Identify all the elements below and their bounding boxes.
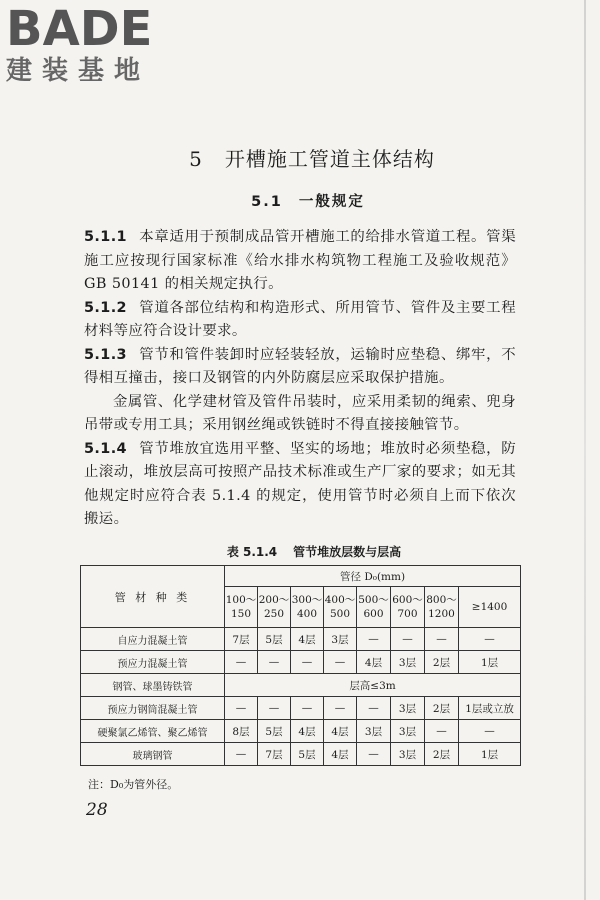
table-cell: —: [357, 743, 391, 766]
table-cell: —: [459, 720, 521, 743]
diameter-range-start: 100～: [225, 594, 257, 606]
diameter-range-end: 400: [296, 608, 318, 620]
diameter-range-start: 800～: [426, 594, 457, 606]
table-cell: —: [258, 651, 291, 674]
pipe-type-cell: 硬聚氯乙烯管、聚乙烯管: [81, 720, 225, 743]
pipe-type-cell: 玻璃钢管: [81, 743, 225, 766]
table-cell: —: [425, 628, 459, 651]
diameter-range-start: 600～: [392, 594, 423, 606]
diameter-group-header: 管径 D₀(mm): [225, 566, 521, 587]
paragraph-text: 金属管、化学建材管及管件吊装时，应采用柔韧的绳索、兜身吊带或专用工具；采用钢丝绳或铁链时不得直接接触管节。: [84, 393, 516, 433]
body-text: [84, 226, 516, 532]
clause-number: 5.1.3: [84, 346, 127, 363]
merged-value-cell: 层高≤3m: [225, 674, 521, 697]
diameter-range-start: 500～: [358, 594, 389, 606]
table-body: [81, 628, 521, 766]
diameter-range-end: 700: [397, 608, 418, 620]
table-row: [81, 720, 521, 743]
table-cell: —: [225, 697, 258, 720]
diameter-range-start: 400～: [324, 594, 356, 606]
table-cell: 5层: [291, 743, 324, 766]
table-cell: —: [225, 743, 258, 766]
section-title: [16, 190, 600, 211]
diameter-header-cell: [425, 587, 459, 628]
table-cell: 3层: [324, 628, 357, 651]
chapter-title-text: 开槽施工管道主体结构: [224, 147, 435, 171]
table-cell: 4层: [324, 720, 357, 743]
page-edge: [584, 0, 586, 900]
table-cell: —: [324, 697, 357, 720]
chapter-number: 5: [189, 147, 203, 171]
pipe-type-cell: 自应力混凝土管: [81, 628, 225, 651]
paragraph: [84, 344, 516, 391]
table-cell: —: [459, 628, 521, 651]
table-cell: —: [291, 651, 324, 674]
table-cell: —: [357, 697, 391, 720]
diameter-header-cell: [459, 587, 521, 628]
table-cell: 8层: [225, 720, 258, 743]
table-cell: 1层: [459, 651, 521, 674]
logo: [6, 1, 176, 86]
table-cell: 5层: [258, 628, 291, 651]
table-cell: 7层: [258, 743, 291, 766]
table-cell: —: [225, 651, 258, 674]
diameter-range-end: 1200: [428, 608, 455, 620]
pipe-type-header: 管 材 种 类: [81, 566, 225, 628]
table-row: [81, 674, 521, 697]
table-note: 注：D₀为管外径。: [88, 778, 179, 791]
table-cell: 4层: [357, 651, 391, 674]
diameter-header-cell: [291, 587, 324, 628]
table-cell: —: [425, 720, 459, 743]
table-cell: 3层: [357, 720, 391, 743]
diameter-header-cell: [225, 587, 258, 628]
table-cell: 3层: [391, 651, 425, 674]
table-cell: 2层: [425, 743, 459, 766]
diameter-range-end: 150: [230, 608, 252, 620]
table-row: [81, 697, 521, 720]
table-cell: 7层: [225, 628, 258, 651]
diameter-header-cell: [324, 587, 357, 628]
paragraph-text: 本章适用于预制成品管开槽施工的给排水管道工程。管渠施工应按现行国家标准《给水排水构筑物工程施工及验收规范》GB 50141 的相关规定执行。: [84, 229, 516, 292]
paragraph-text: 管节和管件装卸时应轻装轻放，运输时应垫稳、绑牢，不得相互撞击，接口及钢管的内外防腐层应采取保护措施。: [84, 346, 516, 386]
clause-number: 5.1.4: [84, 440, 127, 457]
table-cell: —: [324, 651, 357, 674]
pipe-type-cell: 预应力钢筒混凝土管: [81, 697, 225, 720]
table-cell: 1层或立放: [459, 697, 521, 720]
table-caption: [28, 543, 600, 560]
section-title-text: 一般规定: [298, 194, 365, 210]
diameter-range-end: 250: [263, 608, 285, 620]
table-cell: —: [291, 697, 324, 720]
table-cell: 4层: [291, 720, 324, 743]
table-row: [81, 628, 521, 651]
pipe-type-cell: 钢管、球墨铸铁管: [81, 674, 225, 697]
paragraph: [84, 438, 516, 532]
diameter-header-cell: [357, 587, 391, 628]
diameter-range-end: 600: [363, 608, 384, 620]
table-cell: 3层: [391, 743, 425, 766]
diameter-range-start: ≥1400: [471, 601, 508, 613]
diameter-range-start: 300～: [291, 594, 323, 606]
table-cell: —: [357, 628, 391, 651]
section-number: 5.1: [251, 194, 283, 210]
diameter-range-end: 500: [329, 608, 351, 620]
page-number: 28: [86, 800, 108, 820]
diameter-range-start: 200～: [258, 594, 290, 606]
table-cell: 3层: [391, 720, 425, 743]
table-cell: 4层: [291, 628, 324, 651]
logo-subtitle: 建装基地: [6, 56, 151, 86]
table-caption-number: 表 5.1.4: [226, 545, 278, 559]
table-cell: 4层: [324, 743, 357, 766]
diameter-header-cell: [391, 587, 425, 628]
table-cell: 1层: [459, 743, 521, 766]
paragraph: [84, 391, 516, 438]
clause-number: 5.1.2: [84, 299, 127, 316]
table-row: [81, 743, 521, 766]
table-cell: 5层: [258, 720, 291, 743]
diameter-header-cell: [258, 587, 291, 628]
pipe-type-cell: 预应力混凝土管: [81, 651, 225, 674]
stacking-table: [80, 565, 521, 766]
table-cell: 2层: [425, 697, 459, 720]
table-cell: —: [258, 697, 291, 720]
chapter-title: [24, 143, 600, 172]
logo-mark: BADE: [6, 1, 153, 57]
paragraph: [84, 297, 516, 344]
table-cell: 3层: [391, 697, 425, 720]
table-caption-title: 管节堆放层数与层高: [293, 545, 402, 559]
paragraph: [84, 226, 516, 297]
table-cell: —: [391, 628, 425, 651]
table-row: [81, 651, 521, 674]
table-cell: 2层: [425, 651, 459, 674]
paragraph-text: 管道各部位结构和构造形式、所用管节、管件及主要工程材料等应符合设计要求。: [84, 299, 516, 339]
clause-number: 5.1.1: [84, 229, 127, 245]
paragraph-text: 管节堆放宜选用平整、坚实的场地；堆放时必须垫稳，防止滚动，堆放层高可按照产品技术标准或生产厂家的要求；如无其他规定时应符合表 5.1.4 的规定，使用管节时必须自上而下依次搬运。: [84, 440, 516, 527]
